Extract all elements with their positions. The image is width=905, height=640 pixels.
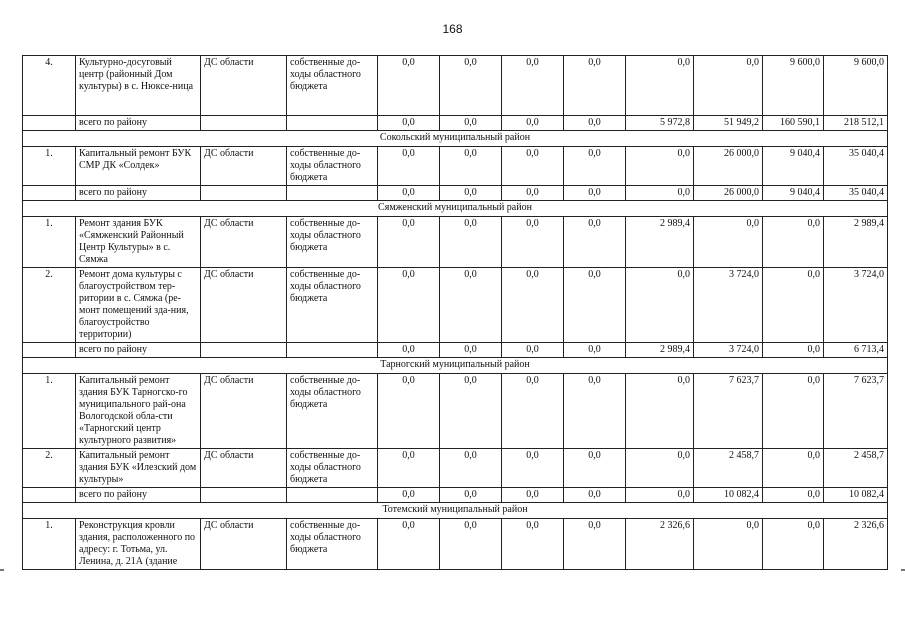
district-total-row xyxy=(23,488,888,503)
district-total-row xyxy=(23,343,888,358)
row-number-cell xyxy=(23,488,76,503)
amount-value: 0,0 xyxy=(440,217,502,268)
total-value: 0,0 xyxy=(502,186,564,201)
amount-value: 3 724,0 xyxy=(824,268,888,343)
scan-edge-mark-left xyxy=(0,569,4,571)
amount-value: 0,0 xyxy=(626,268,694,343)
total-value: 0,0 xyxy=(502,116,564,131)
project-row xyxy=(23,217,888,268)
total-value: 0,0 xyxy=(440,186,502,201)
row-number: 1. xyxy=(23,519,76,570)
amount-value: 0,0 xyxy=(440,449,502,488)
amount-value: 0,0 xyxy=(626,56,694,116)
funding-type: собственные до-ходы областного бюджета xyxy=(287,56,378,116)
table-body xyxy=(23,56,888,570)
amount-value: 2 326,6 xyxy=(626,519,694,570)
district-name: Тотемский муниципальный район xyxy=(23,503,888,519)
row-number-cell xyxy=(23,116,76,131)
amount-value: 35 040,4 xyxy=(824,147,888,186)
row-number: 4. xyxy=(23,56,76,116)
amount-value: 0,0 xyxy=(502,147,564,186)
total-value: 10 082,4 xyxy=(694,488,763,503)
funding-type-cell xyxy=(287,488,378,503)
total-value: 218 512,1 xyxy=(824,116,888,131)
amount-value: 0,0 xyxy=(564,449,626,488)
funding-type: собственные до-ходы областного бюджета xyxy=(287,268,378,343)
district-total-row xyxy=(23,116,888,131)
project-row xyxy=(23,449,888,488)
total-value: 9 040,4 xyxy=(763,186,824,201)
total-label: всего по району xyxy=(76,343,201,358)
amount-value: 0,0 xyxy=(626,374,694,449)
amount-value: 0,0 xyxy=(763,519,824,570)
project-name: Ремонт дома культуры с благоустройством тер-ритории в с. Сямжа (ре-монт помещений зда-ния, благоустройство территории) xyxy=(76,268,201,343)
amount-value: 0,0 xyxy=(440,374,502,449)
total-value: 0,0 xyxy=(502,488,564,503)
row-number: 2. xyxy=(23,268,76,343)
total-value: 0,0 xyxy=(378,186,440,201)
row-number: 1. xyxy=(23,217,76,268)
row-number: 1. xyxy=(23,147,76,186)
amount-value: 2 458,7 xyxy=(694,449,763,488)
amount-value: 0,0 xyxy=(502,268,564,343)
amount-value: 9 040,4 xyxy=(763,147,824,186)
district-header-row xyxy=(23,503,888,519)
total-value: 3 724,0 xyxy=(694,343,763,358)
funding-source: ДС области xyxy=(201,56,287,116)
amount-value: 2 326,6 xyxy=(824,519,888,570)
total-value: 0,0 xyxy=(564,116,626,131)
amount-value: 0,0 xyxy=(763,374,824,449)
district-header-row xyxy=(23,131,888,147)
row-number-cell xyxy=(23,186,76,201)
funding-source: ДС области xyxy=(201,519,287,570)
district-header-row xyxy=(23,201,888,217)
total-value: 0,0 xyxy=(626,186,694,201)
total-value: 0,0 xyxy=(440,488,502,503)
total-value: 0,0 xyxy=(564,186,626,201)
funding-type: собственные до-ходы областного бюджета xyxy=(287,147,378,186)
amount-value: 0,0 xyxy=(378,56,440,116)
total-value: 0,0 xyxy=(440,116,502,131)
amount-value: 0,0 xyxy=(502,217,564,268)
total-label: всего по району xyxy=(76,488,201,503)
amount-value: 0,0 xyxy=(763,268,824,343)
amount-value: 7 623,7 xyxy=(824,374,888,449)
total-value: 0,0 xyxy=(626,488,694,503)
project-row xyxy=(23,56,888,116)
row-number: 2. xyxy=(23,449,76,488)
district-name: Тарногский муниципальный район xyxy=(23,358,888,374)
district-total-row xyxy=(23,186,888,201)
page-number: 168 xyxy=(442,22,463,36)
amount-value: 7 623,7 xyxy=(694,374,763,449)
total-value: 35 040,4 xyxy=(824,186,888,201)
total-value: 0,0 xyxy=(763,488,824,503)
amount-value: 0,0 xyxy=(378,268,440,343)
funding-type: собственные до-ходы областного бюджета xyxy=(287,449,378,488)
total-value: 0,0 xyxy=(378,116,440,131)
amount-value: 0,0 xyxy=(564,268,626,343)
project-name: Реконструкция кровли здания, расположенного по адресу: г. Тотьма, ул. Ленина, д. 21А (здание xyxy=(76,519,201,570)
project-row xyxy=(23,374,888,449)
amount-value: 0,0 xyxy=(502,519,564,570)
amount-value: 2 458,7 xyxy=(824,449,888,488)
row-number: 1. xyxy=(23,374,76,449)
amount-value: 0,0 xyxy=(502,374,564,449)
total-value: 0,0 xyxy=(564,343,626,358)
budget-table xyxy=(22,55,888,570)
total-value: 0,0 xyxy=(378,343,440,358)
funding-type: собственные до-ходы областного бюджета xyxy=(287,519,378,570)
amount-value: 2 989,4 xyxy=(626,217,694,268)
amount-value: 0,0 xyxy=(626,449,694,488)
total-value: 10 082,4 xyxy=(824,488,888,503)
amount-value: 0,0 xyxy=(564,374,626,449)
total-value: 0,0 xyxy=(378,488,440,503)
funding-source-cell xyxy=(201,116,287,131)
amount-value: 0,0 xyxy=(502,56,564,116)
funding-source: ДС области xyxy=(201,147,287,186)
district-header-row xyxy=(23,358,888,374)
funding-source: ДС области xyxy=(201,268,287,343)
funding-type-cell xyxy=(287,116,378,131)
total-label: всего по району xyxy=(76,116,201,131)
project-name: Ремонт здания БУК «Сямженский Районный Центр Культуры» в с. Сямжа xyxy=(76,217,201,268)
total-value: 5 972,8 xyxy=(626,116,694,131)
amount-value: 0,0 xyxy=(694,56,763,116)
amount-value: 0,0 xyxy=(440,519,502,570)
amount-value: 26 000,0 xyxy=(694,147,763,186)
total-value: 51 949,2 xyxy=(694,116,763,131)
funding-source-cell xyxy=(201,186,287,201)
amount-value: 0,0 xyxy=(378,374,440,449)
amount-value: 0,0 xyxy=(440,268,502,343)
funding-type-cell xyxy=(287,343,378,358)
total-value: 2 989,4 xyxy=(626,343,694,358)
scan-edge-mark-right xyxy=(901,569,905,571)
total-value: 26 000,0 xyxy=(694,186,763,201)
amount-value: 0,0 xyxy=(378,519,440,570)
amount-value: 9 600,0 xyxy=(824,56,888,116)
amount-value: 0,0 xyxy=(378,449,440,488)
funding-type-cell xyxy=(287,186,378,201)
funding-type: собственные до-ходы областного бюджета xyxy=(287,374,378,449)
amount-value: 0,0 xyxy=(694,217,763,268)
amount-value: 0,0 xyxy=(378,217,440,268)
funding-type: собственные до-ходы областного бюджета xyxy=(287,217,378,268)
amount-value: 0,0 xyxy=(564,147,626,186)
total-label: всего по району xyxy=(76,186,201,201)
total-value: 160 590,1 xyxy=(763,116,824,131)
total-value: 0,0 xyxy=(763,343,824,358)
district-name: Сокольский муниципальный район xyxy=(23,131,888,147)
funding-source: ДС области xyxy=(201,449,287,488)
project-name: Капитальный ремонт здания БУК Тарногско-го муниципального рай-она Вологодской обла-сти «Тарногский центр культурного развития» xyxy=(76,374,201,449)
funding-source: ДС области xyxy=(201,217,287,268)
project-name: Капитальный ремонт здания БУК «Илезский дом культуры» xyxy=(76,449,201,488)
funding-source-cell xyxy=(201,343,287,358)
amount-value: 0,0 xyxy=(763,217,824,268)
project-name: Капитальный ремонт БУК СМР ДК «Солдек» xyxy=(76,147,201,186)
project-name: Культурно-досуговый центр (районный Дом культуры) в с. Нюксе-ница xyxy=(76,56,201,116)
project-row xyxy=(23,147,888,186)
district-name: Сямженский муниципальный район xyxy=(23,201,888,217)
total-value: 0,0 xyxy=(440,343,502,358)
project-row xyxy=(23,268,888,343)
amount-value: 2 989,4 xyxy=(824,217,888,268)
amount-value: 0,0 xyxy=(564,56,626,116)
amount-value: 0,0 xyxy=(763,449,824,488)
amount-value: 9 600,0 xyxy=(763,56,824,116)
amount-value: 0,0 xyxy=(502,449,564,488)
row-number-cell xyxy=(23,343,76,358)
funding-source-cell xyxy=(201,488,287,503)
total-value: 6 713,4 xyxy=(824,343,888,358)
total-value: 0,0 xyxy=(564,488,626,503)
amount-value: 0,0 xyxy=(440,147,502,186)
amount-value: 0,0 xyxy=(626,147,694,186)
amount-value: 3 724,0 xyxy=(694,268,763,343)
amount-value: 0,0 xyxy=(378,147,440,186)
amount-value: 0,0 xyxy=(564,519,626,570)
total-value: 0,0 xyxy=(502,343,564,358)
amount-value: 0,0 xyxy=(440,56,502,116)
amount-value: 0,0 xyxy=(564,217,626,268)
funding-source: ДС области xyxy=(201,374,287,449)
project-row xyxy=(23,519,888,570)
amount-value: 0,0 xyxy=(694,519,763,570)
